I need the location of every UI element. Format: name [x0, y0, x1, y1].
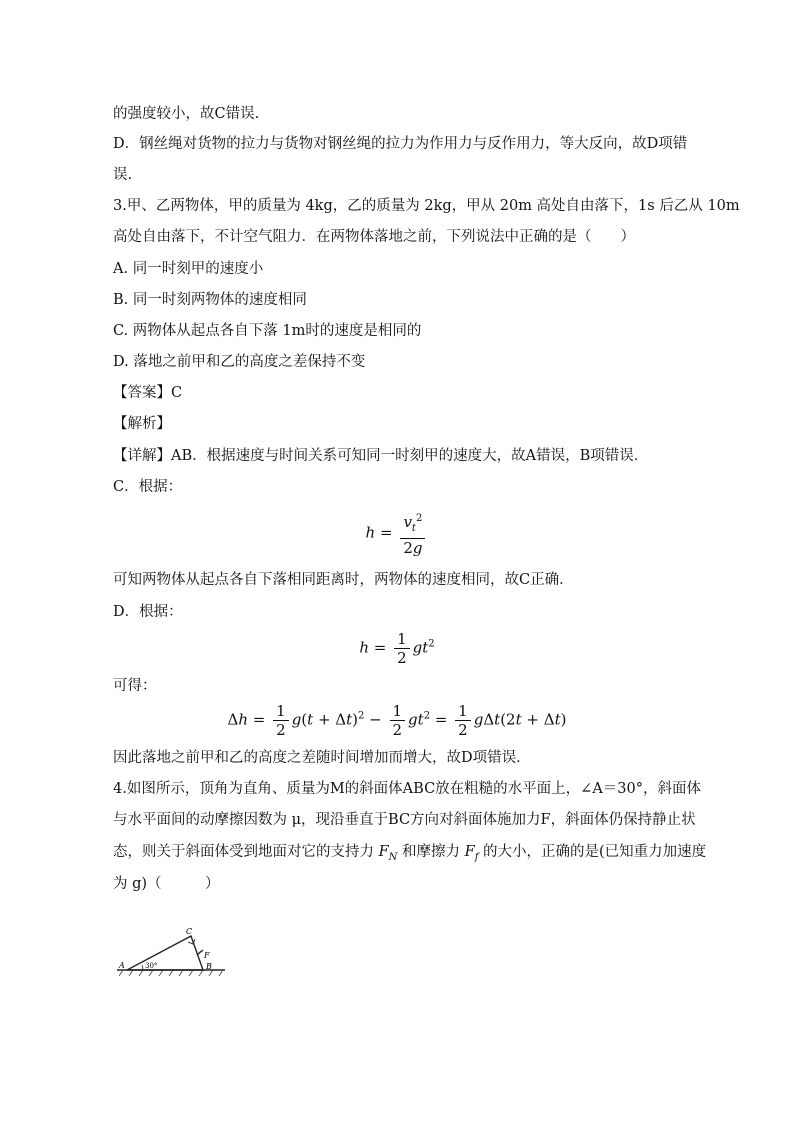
question-4-stem-cont: 为 g)（ ） [113, 876, 220, 892]
question-4-stem-cont: 与水平面间的动摩擦因数为 μ，现沿垂直于BC方向对斜面体施加力F，斜面体仍保持静止状 [113, 812, 696, 828]
formula-delta-h: Δh = $\frac{1}{2}$ $g(t + \Delta t)^2$ − $\frac{1}{2}$ $gt^2$ = $\frac{1}{2}$ gΔt(2t + Δt) [227, 702, 567, 739]
question-3-stem-cont: 高处自由落下，不计空气阻力．在两物体落地之前，下列说法中正确的是（ ） [113, 229, 635, 245]
label-a: A [119, 961, 125, 970]
incline-figure [113, 922, 233, 982]
detail-line: 【详解】AB．根据速度与时间关系可知同一时刻甲的速度大，故A错误，B项错误． [113, 448, 649, 464]
symbol-ff: $F_f$ [464, 844, 479, 863]
text-segment: 态，则关于斜面体受到地面对它的支持力 [113, 844, 374, 860]
text-segment: 的大小，正确的是(已知重力加速度 [483, 844, 707, 860]
triangle-abc [127, 936, 203, 970]
symbol-fn: $F_N$ [378, 844, 398, 863]
formula-h-gt: h = $\frac{1}{2}$ $gt^2$ [359, 630, 435, 667]
label-b: B [206, 962, 212, 971]
detail-line: 可得： [113, 678, 157, 694]
detail-line: 可知两物体从起点各自下落相同距离时，两物体的速度相同，故C正确． [113, 572, 574, 588]
analysis-heading: 【解析】 [113, 416, 171, 432]
option-b: B. 同一时刻两物体的速度相同 [113, 292, 307, 308]
text-line: 误. [113, 167, 133, 183]
question-4-stem-cont [113, 842, 706, 868]
detail-line: D．根据： [113, 604, 183, 620]
angle-label: 30° [145, 962, 158, 970]
formula-h-vt: h = $\frac{v_t^2}{2g}$ [0, 510, 794, 557]
option-a: A. 同一时刻甲的速度小 [113, 261, 264, 277]
question-3-stem: 3.甲、乙两物体，甲的质量为 4kg，乙的质量为 2kg，甲从 20m 高处自由落下，1s 后乙从 10m [113, 198, 740, 214]
option-c: C. 两物体从起点各自下落 1m时的速度是相同的 [113, 323, 422, 339]
option-d: D. 落地之前甲和乙的高度之差保持不变 [113, 354, 366, 370]
label-c: C [186, 927, 193, 936]
text-line: D．钢丝绳对货物的拉力与货物对钢丝绳的拉力为作用力与反作用力，等大反向，故D项错 [113, 136, 688, 152]
text-line: 的强度较小，故C错误. [113, 106, 260, 122]
answer: 【答案】C [113, 385, 183, 401]
label-f: F [204, 951, 210, 960]
detail-line: C．根据： [113, 479, 183, 495]
question-4-stem: 4.如图所示，顶角为直角、质量为M的斜面体ABC放在粗糙的水平面上，∠A＝30°，斜面体 [113, 781, 701, 797]
text-segment: 和摩擦力 [402, 844, 461, 860]
detail-line: 因此落地之前甲和乙的高度之差随时间增加而增大，故D项错误． [113, 750, 531, 766]
